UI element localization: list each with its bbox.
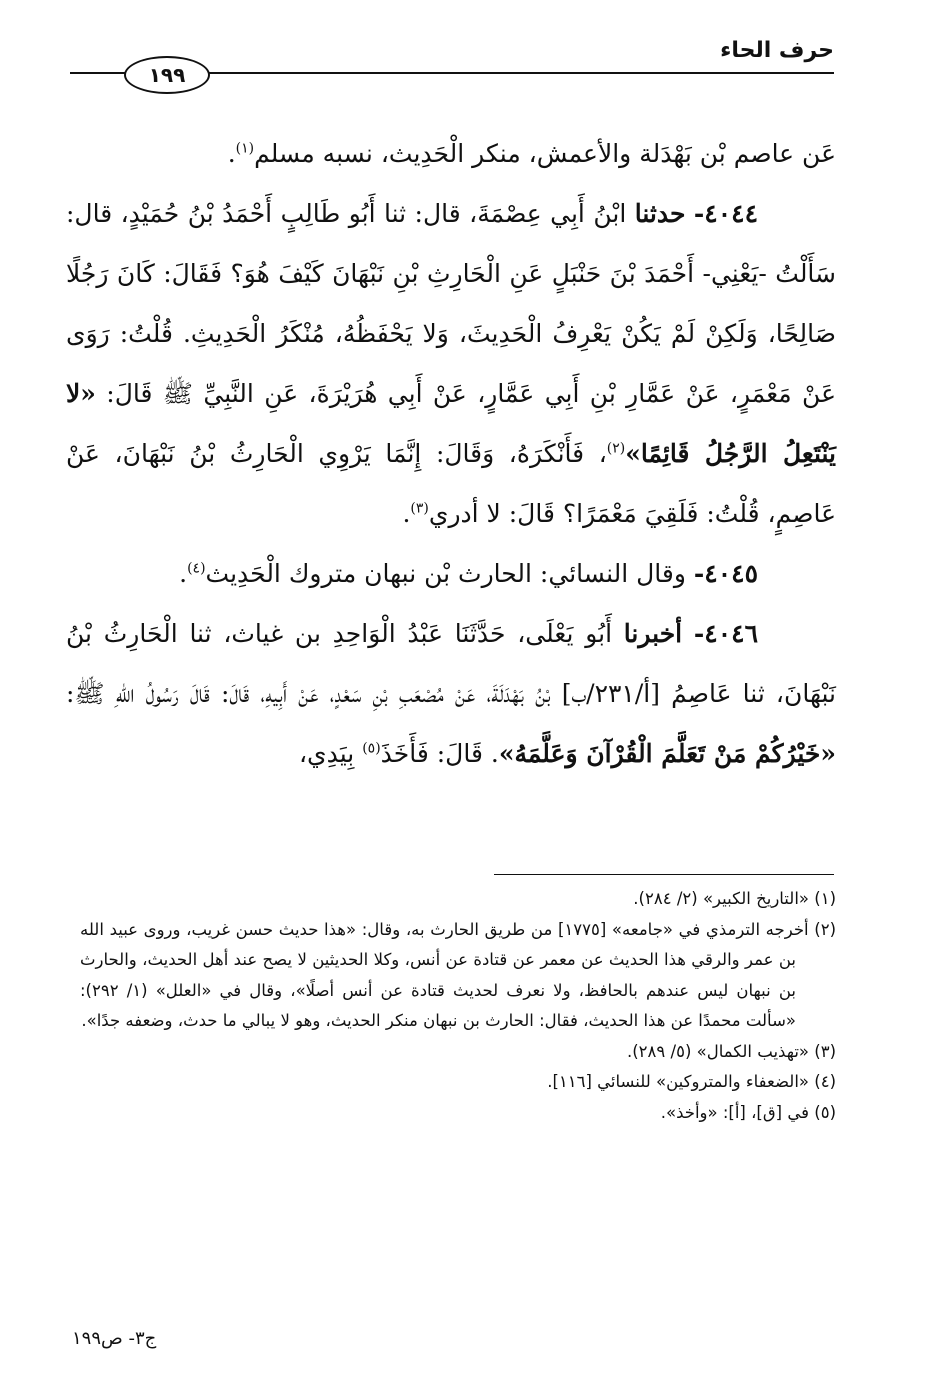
entry-text-cont: . قَالَ: فَأَخَذَ bbox=[380, 739, 499, 768]
page-number-oval bbox=[124, 56, 210, 94]
entry-text: ابْنُ أَبِي عِصْمَةَ، قال: ثنا أَبُو طَالِبٍ أَحْمَدُ بْنُ حُمَيْدٍ، قال: سَأَلْتُ -يَعْنِي- أَحْمَدَ بْنَ حَنْبَلٍ عَنِ الْحَارِثِ بْنِ نَبْهَانَ كَيْفَ هُوَ؟ فَقَالَ: كَانَ رَجُلًا صَالِحًا، وَلَكِنْ لَمْ يَكُنْ يَعْرِفُ الْحَدِيثَ، وَلا يَحْفَظُهُ، مُنْكَرُ الْحَدِيثِ. قُلْتُ: رَوَى عَنْ مَعْمَرٍ، عَنْ عَمَّارِ بْنِ أَبِي عَمَّارٍ، عَنْ أَبِي هُرَيْرَةَ، عَنِ النَّبِيِّ ﷺ قَالَ: bbox=[66, 199, 836, 408]
footnote-1: (١) «التاريخ الكبير» (٢/ ٢٨٤). bbox=[633, 889, 836, 908]
entry-text-end: بِيَدِي، bbox=[298, 739, 355, 768]
entry-text-cont: ، فَأَنْكَرَهُ، وَقَالَ: إِنَّمَا يَرْوِي الْحَارِثُ بْنُ نَبْهَانَ، عَنْ عَاصِمٍ، قُلْتُ: فَلَقِيَ مَعْمَرًا؟ قَالَ: لا أدري bbox=[66, 439, 836, 528]
entry-4046 bbox=[66, 604, 836, 784]
entry-keyword: حدثنا bbox=[634, 199, 686, 228]
intro-paragraph: عَن عاصم بْن بَهْدَلة والأعمش، منكر الْحَدِيث، نسبه مسلم$^{(١)}$. bbox=[227, 139, 836, 168]
footnote-ref-5: (٥) bbox=[362, 740, 381, 757]
main-text bbox=[66, 124, 836, 784]
hadith-quote: «لا يَنْتَعِلُ الرَّجُلُ قَائِمًا» bbox=[66, 379, 836, 468]
entry-number: ٤٠٤٤- bbox=[693, 199, 759, 228]
footnote-ref-3: (٣) bbox=[410, 500, 429, 517]
page-number: ١٩٩ bbox=[148, 63, 186, 87]
footnote-2: (٢) أخرجه الترمذي في «جامعه» [١٧٧٥] من طريق الحارث به، وقال: «هذا حديث حسن غريب، وروى عبيد الله بن عمر والرقي هذا الحديث عن معمر عن قتادة عن أنس، وكلا الحديثين لا يصح عند أهل الحديث، والحارث بن نبهان ليس عندهم بالحافظ، ولا نعرف لحديث قتادة عن أنس أصلًا»، وقال في «العلل» (١/ ٢٩٢): «سألت محمدًا عن هذا الحديث، فقال: الحارث بن نبهان منكر الحديث، وهو لا يبالي ما حدث، وضعفه جدًا». bbox=[80, 919, 836, 1030]
footnote-ref-4: (٤) bbox=[187, 560, 206, 577]
footnote-ref-1: (١) bbox=[235, 140, 255, 157]
entry-4045: ٤٠٤٥- وقال النسائي: الحارث بْن نبهان متروك الْحَدِيث$^{(٤)}$. bbox=[179, 559, 758, 588]
footnote-ref-2: (٢) bbox=[606, 440, 626, 457]
hadith-quote: «خَيْرُكُمْ مَنْ تَعَلَّمَ الْقُرْآنَ وَعَلَّمَهُ» bbox=[498, 739, 836, 768]
footnote-4: (٤) «الضعفاء والمتروكين» للنسائي [١١٦]. bbox=[547, 1072, 836, 1091]
footnote-3: (٣) «تهذيب الكمال» (٥/ ٢٨٩). bbox=[626, 1041, 836, 1061]
entry-4044: ٤٠٤٤- حدثنا ابْنُ أَبِي عِصْمَةَ، قال: ثنا أَبُو طَالِبٍ أَحْمَدُ بْنُ حُمَيْدٍ، قال: سَأَلْتُ -يَعْنِي- أَحْمَدَ بْنَ حَنْبَلٍ عَنِ الْحَارِثِ بْنِ نَبْهَانَ كَيْفَ هُوَ؟ فَقَالَ: كَانَ رَجُلًا صَالِحًا، وَلَكِنْ لَمْ يَكُنْ يَعْرِفُ الْحَدِيثَ، وَلا يَحْفَظُهُ، مُنْكَرُ الْحَدِيثِ. قُلْتُ: رَوَى عَنْ مَعْمَرٍ، عَنْ عَمَّارِ بْنِ أَبِي عَمَّارٍ، عَنْ أَبِي هُرَيْرَةَ، عَنِ النَّبِيِّ ﷺ قَالَ: «لا يَنْتَعِلُ الرَّجُلُ قَائِمًا»$^{(٢)}$، فَأَنْكَرَهُ، وَقَالَ: إِنَّمَا يَرْوِي الْحَارِثُ بْنُ نَبْهَانَ، عَنْ عَاصِمٍ، قُلْتُ: فَلَقِيَ مَعْمَرًا؟ قَالَ: لا أدري$^{(٣)}$. bbox=[66, 199, 836, 528]
entry-text: أَبُو يَعْلَى، حَدَّثَنَا عَبْدُ الْوَاحِدِ بن غياث، ثنا الْحَارِثُ بْنُ نَبْهَانَ، ثنا عَاصِمُ [أ/٢٣١/ب] بْنُ بَهْدَلَةَ، عَنْ مُصْعَبِ بْنِ سَعْدٍ، عَنْ أَبِيهِ، قَالَ: قَالَ رَسُولُ اللهِ ﷺ: bbox=[66, 619, 836, 708]
intro-text: عَن عاصم بْن بَهْدَلة والأعمش، منكر الْحَدِيث، نسبه مسلم bbox=[254, 139, 836, 168]
footnotes bbox=[80, 884, 836, 1128]
footnote-5: (٥) في [ق]، [أ]: «وأخذ». bbox=[660, 1102, 836, 1122]
volume-page-reference: ج٣- ص١٩٩ bbox=[72, 1328, 157, 1349]
entry-keyword: أخبرنا bbox=[623, 619, 683, 648]
entry-text: وقال النسائي: الحارث بْن نبهان متروك الْحَدِيث bbox=[205, 559, 686, 588]
entry-number: ٤٠٤٦- bbox=[693, 619, 758, 648]
footnote-separator bbox=[494, 874, 834, 875]
entry-number: ٤٠٤٥- bbox=[693, 559, 758, 588]
running-title: حرف الحاء bbox=[720, 38, 834, 63]
